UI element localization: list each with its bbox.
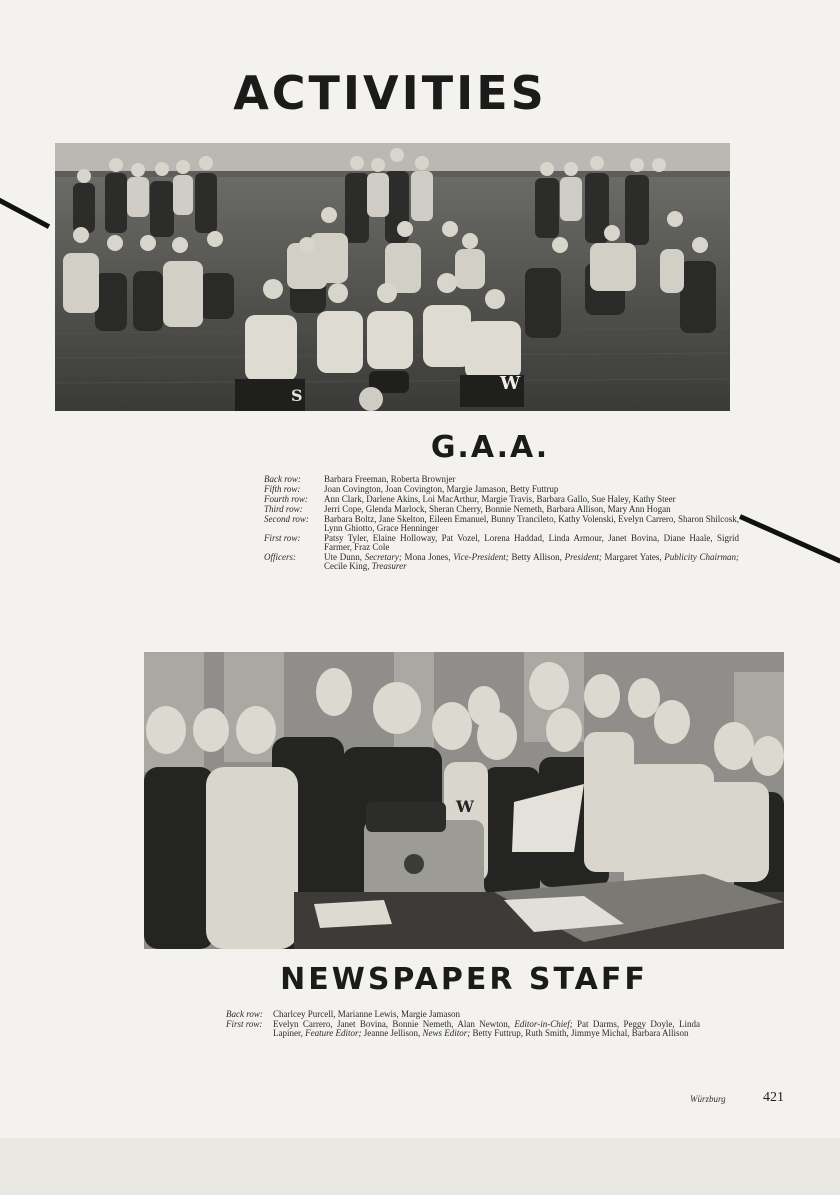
svg-text:W: W xyxy=(456,797,474,816)
officer-role: Treasurer xyxy=(371,561,407,571)
row-label: Fifth row: xyxy=(264,484,301,494)
newspaper-photo-image xyxy=(144,652,784,949)
officer-name: Betty Allison, xyxy=(508,552,565,562)
staff-role: Editor-in-Chief; xyxy=(514,1019,573,1029)
row-label: First row: xyxy=(264,533,301,543)
row-names: Ann Clark, Darlene Akins, Loi MacArthur, Margie Travis, Barbara Gallo, Sue Haley, Kathy Steer xyxy=(324,494,676,504)
page-number: 421 xyxy=(763,1090,784,1105)
row-names: Joan Covington, Joan Covington, Margie Jamason, Betty Futtrup xyxy=(324,484,559,494)
officers-names xyxy=(324,553,739,571)
page-title: ACTIVITIES xyxy=(233,66,547,120)
scan-mark-right xyxy=(739,514,840,563)
newspaper-staff-photo xyxy=(144,652,784,949)
gaa-officers-row xyxy=(264,553,739,571)
row-names: Jerri Cope, Glenda Marlock, Sheran Cherry, Bonnie Nemeth, Barbara Allison, Mary Ann Hogan xyxy=(324,504,671,514)
newspaper-title: NEWSPAPER STAFF xyxy=(280,962,648,997)
scan-mark-left xyxy=(0,196,50,229)
page-bottom-band xyxy=(0,1138,840,1195)
gaa-photo-image xyxy=(55,143,730,411)
newspaper-caption-row xyxy=(226,1020,700,1038)
officers-label: Officers: xyxy=(264,552,296,562)
staff-role: Feature Editor; xyxy=(305,1028,362,1038)
gaa-caption-row xyxy=(264,485,739,494)
gaa-caption-row xyxy=(264,495,739,504)
gaa-caption-row xyxy=(264,515,739,533)
gaa-caption xyxy=(264,475,739,572)
officer-role: Publicity Chairman; xyxy=(664,552,740,562)
svg-text:W: W xyxy=(500,373,521,394)
staff-names: Evelyn Carrero, Janet Bovina, Bonnie Nemeth, Alan Newton, xyxy=(273,1019,515,1029)
row-names: Patsy Tyler, Elaine Holloway, Pat Vozel, Lorena Haddad, Linda Armour, Janet Bovina, Diane Haale, Sigrid Farmer, Fraz Cole xyxy=(324,533,739,552)
row-names: Barbara Boltz, Jane Skelton, Eileen Emanuel, Bunny Trancileto, Kathy Volenski, Evelyn Carrero, Sharon Shilcosk, Lynn Ghiotto, Grace Henninger xyxy=(324,514,739,533)
row-label: Third row: xyxy=(264,504,303,514)
staff-names: Betty Futtrup, Ruth Smith, Jimmye Michal, Barbara Allison xyxy=(470,1028,689,1038)
staff-names: Jeanne Jellison, xyxy=(361,1028,423,1038)
officer-name: Margaret Yates, xyxy=(601,552,665,562)
officer-role: Vice-President; xyxy=(453,552,509,562)
gaa-title: G.A.A. xyxy=(430,430,550,465)
row-label: First row: xyxy=(226,1019,263,1029)
officer-role: Secretary; xyxy=(364,552,402,562)
gaa-group-photo xyxy=(55,143,730,411)
row-label: Second row: xyxy=(264,514,309,524)
row-names: Charlcey Purcell, Marianne Lewis, Margie Jamason xyxy=(273,1009,461,1019)
newspaper-caption xyxy=(226,1010,700,1039)
gaa-caption-row xyxy=(264,534,739,552)
gaa-caption-row xyxy=(264,475,739,484)
staff-role: News Editor; xyxy=(422,1028,471,1038)
row-names: Barbara Freeman, Roberta Brownjer xyxy=(324,474,456,484)
officer-role: President; xyxy=(564,552,602,562)
footer-school-name: Würzburg xyxy=(690,1094,726,1104)
officer-name: Ute Dunn, xyxy=(324,552,365,562)
row-label: Back row: xyxy=(226,1009,263,1019)
row-label: Fourth row: xyxy=(264,494,308,504)
officer-name: Mona Jones, xyxy=(401,552,454,562)
officer-name: Cecile King, xyxy=(324,561,372,571)
row-names xyxy=(273,1020,700,1038)
staff-names: Pat Darms, Peggy Doyle, Linda Lapiner, xyxy=(273,1019,700,1038)
row-label: Back row: xyxy=(264,474,301,484)
svg-text:S: S xyxy=(291,386,303,405)
newspaper-caption-row xyxy=(226,1010,700,1019)
gaa-caption-row xyxy=(264,505,739,514)
